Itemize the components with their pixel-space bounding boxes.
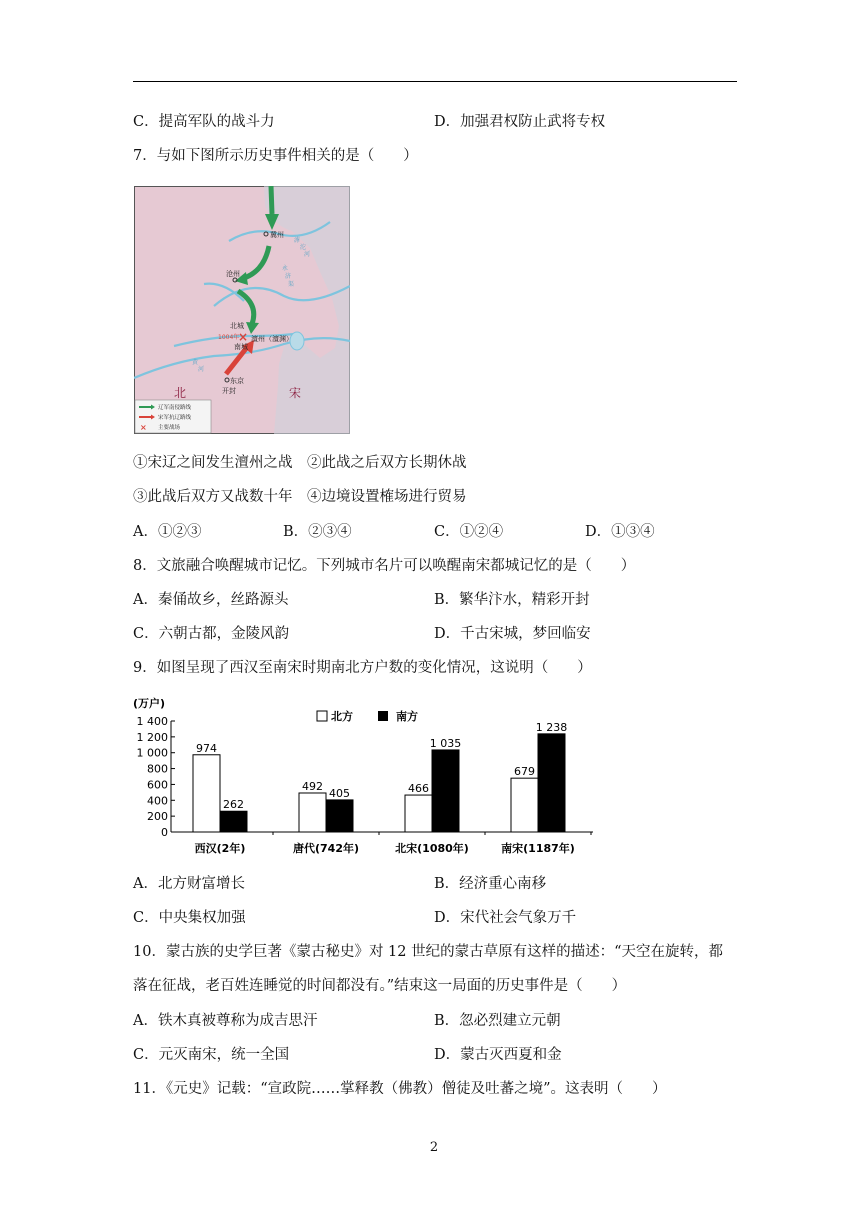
y-tick-label: 400: [147, 794, 168, 808]
bar-value-label: 974: [196, 741, 217, 755]
y-tick-label: 1 400: [136, 715, 168, 728]
place-nancheng: 南城: [234, 343, 248, 351]
svg-text:×: ×: [140, 423, 147, 432]
q7-map: [134, 186, 350, 434]
chart-legend: [317, 709, 418, 723]
bar-value-label: 679: [514, 765, 535, 779]
river-char-5: 济: [285, 273, 292, 280]
bar-north: [511, 778, 538, 832]
bars: [193, 734, 565, 832]
y-tick-label: 1 000: [136, 746, 168, 760]
legend-battle: 主要战场: [158, 425, 181, 431]
legend-swatch-north: [317, 711, 327, 721]
bar-value-label: 492: [302, 779, 323, 793]
bar-north: [405, 795, 432, 832]
q9-stem: 9．如图呈现了西汉至南宋时期南北方户数的变化情况，这说明（ ）: [133, 660, 592, 676]
bar-north: [193, 755, 220, 832]
x-category-label: 南宋(1187年): [501, 842, 575, 855]
bar-value-label: 1 035: [429, 736, 462, 750]
battle-marker: ×: [238, 330, 249, 344]
x-category-label: 唐代(742年): [292, 842, 360, 855]
region-song: 宋: [289, 386, 302, 400]
y-ticks: [137, 715, 176, 839]
y-tick-label: 200: [147, 810, 168, 824]
x-category-label: 西汉(2年): [194, 842, 246, 855]
map-legend: [135, 400, 211, 433]
q9-option-d[interactable]: D．宋代社会气象万千: [434, 910, 577, 926]
q6-option-d[interactable]: D．加强君权防止武将专权: [434, 114, 606, 130]
y-tick-label: 600: [147, 778, 168, 792]
q9-bar-chart: [133, 693, 603, 863]
place-cangzhou: 沧州: [226, 270, 240, 278]
legend-label-north: 北方: [331, 710, 353, 723]
place-chanzhou: 澶州（澶渊）: [251, 335, 293, 343]
y-tick-label: 0: [161, 826, 168, 839]
bar-value-label: 405: [329, 786, 350, 800]
y-axis-label: (万户): [133, 697, 166, 710]
bar-south: [220, 811, 247, 832]
bar-value-label: 466: [408, 782, 429, 796]
river-char-3: 河: [304, 251, 311, 258]
q10-option-c[interactable]: C．元灭南宋，统一全国: [133, 1047, 290, 1063]
q8-option-c[interactable]: C．六朝古都，金陵风韵: [133, 626, 290, 642]
q8-option-b[interactable]: B．繁华汴水，精彩开封: [434, 592, 590, 608]
q6-option-c[interactable]: C．提高军队的战斗力: [133, 114, 275, 130]
q7-statement-1: ①宋辽之间发生澶州之战 ②此战之后双方长期休战: [133, 455, 467, 471]
place-jizhou: 冀州: [270, 231, 284, 239]
q7-stem: 7．与如下图所示历史事件相关的是（ ）: [133, 148, 418, 164]
place-beicheng: 北城: [230, 322, 244, 330]
q10-stem-line-2: 落在征战，老百姓连睡觉的时间都没有。”结束这一局面的历史事件是（ ）: [133, 978, 627, 994]
q7-statement-2: ③此战后双方又战数十年 ④边境设置榷场进行贸易: [133, 489, 467, 505]
q7-option-d[interactable]: D．①③④: [585, 524, 655, 540]
y-tick-label: 1 200: [136, 730, 168, 744]
place-dongjing: 东京: [230, 377, 244, 385]
q7-option-c[interactable]: C．①②④: [434, 524, 504, 540]
place-kaifeng: 开封: [222, 387, 236, 395]
q9-option-b[interactable]: B．经济重心南移: [434, 876, 547, 892]
bar-south: [326, 800, 353, 832]
legend-liao: 辽军南侵路线: [158, 405, 192, 411]
q10-option-a[interactable]: A．铁木真被尊称为成吉思汗: [133, 1013, 318, 1029]
q8-option-d[interactable]: D．千古宋城，梦回临安: [434, 626, 591, 642]
river-char-6: 渠: [288, 281, 295, 288]
q10-option-d[interactable]: D．蒙古灭西夏和金: [434, 1047, 562, 1063]
year-label: 1004年: [218, 334, 240, 341]
q7-option-b[interactable]: B．②③④: [283, 524, 352, 540]
bar-value-label: 262: [223, 798, 244, 812]
q10-stem-line-1: 10．蒙古族的史学巨著《蒙古秘史》对 12 世纪的蒙古草原有这样的描述：“天空在旋转，都: [133, 944, 724, 960]
q7-option-a[interactable]: A．①②③: [133, 524, 202, 540]
q8-stem: 8．文旅融合唤醒城市记忆。下列城市名片可以唤醒南宋都城记忆的是（ ）: [133, 558, 636, 574]
q10-option-b[interactable]: B．忽必烈建立元朝: [434, 1013, 561, 1029]
bar-south: [538, 734, 565, 832]
river-char-8: 河: [198, 366, 205, 373]
bar-south: [432, 750, 459, 832]
legend-swatch-south: [378, 711, 388, 721]
region-bei: 北: [174, 386, 187, 400]
header-rule: [133, 81, 737, 82]
q8-option-a[interactable]: A．秦俑故乡，丝路源头: [133, 592, 289, 608]
x-category-label: 北宋(1080年): [395, 842, 469, 855]
river-char-1: 滹: [294, 237, 301, 244]
legend-song: 宋军抗辽路线: [158, 415, 192, 421]
q9-option-c[interactable]: C．中央集权加强: [133, 910, 246, 926]
q9-option-a[interactable]: A．北方财富增长: [133, 876, 245, 892]
river-char-4: 永: [282, 265, 289, 272]
x-labels: [195, 832, 591, 855]
river-char-2: 沱: [300, 244, 307, 251]
bar-north: [299, 793, 326, 832]
legend-label-south: 南方: [396, 710, 418, 723]
river-char-7: 黄: [192, 359, 199, 366]
bar-value-label: 1 238: [535, 720, 568, 734]
page-number: 2: [429, 1140, 439, 1155]
y-tick-label: 800: [147, 762, 168, 776]
q11-stem: 11．《元史》记载：“宣政院……掌释教（佛教）僧徒及吐蕃之境”。这表明（ ）: [133, 1081, 667, 1097]
